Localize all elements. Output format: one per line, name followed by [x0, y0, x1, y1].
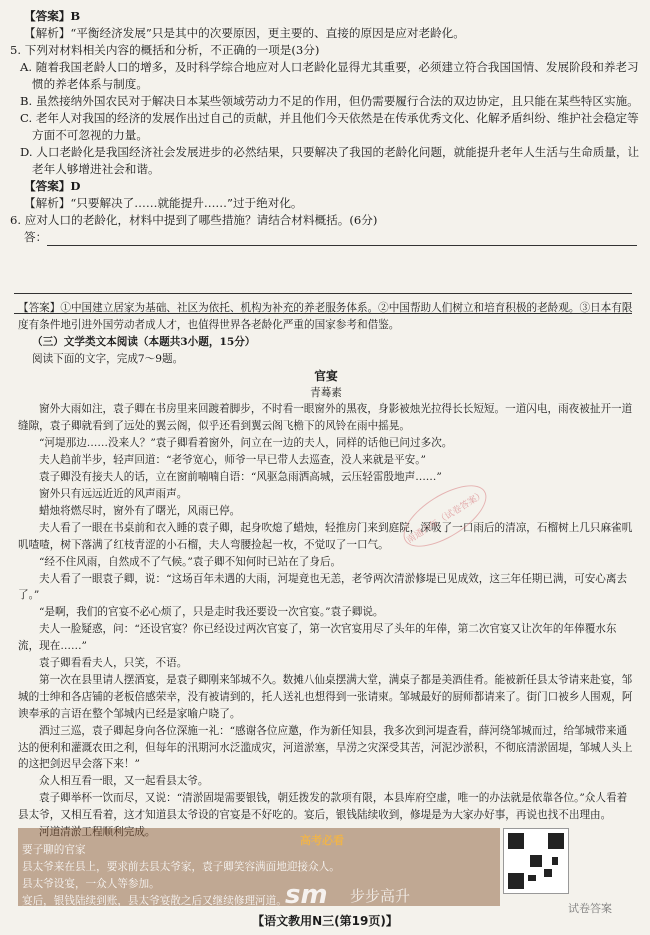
watermark-slogan: 步步高升 [350, 887, 411, 905]
banner-label: 高考必看 [300, 834, 344, 847]
story-paragraph: “河堤那边……没来人？”袁子卿看着窗外，问立在一边的夫人，同样的话他已问过多次。 [39, 437, 453, 450]
red-stamp: 南通六年（试卷答案） [394, 473, 496, 558]
story-paragraph: 夫人一脸疑惑，问：“还设官宴？你已经设过两次官宴了，第一次官宴用尽了头年的年俸，第二次官宴又让次年的年俸覆水东流，现在……” [18, 623, 617, 653]
story-paragraph: 袁子卿没有接夫人的话，立在窗前喃喃自语：“风驱急雨洒高城，云压轻雷殷地声……” [39, 471, 442, 484]
answer-q6: 【答案】①中国建立居家为基础、社区为依托、机构为补充的养老服务体系。②中国帮助人们树立和培育积极的老龄观。③日本有限度有条件地引进外国劳动者成人才，也值得世界各老龄化严重的国家参考和借鉴。 [18, 302, 633, 331]
story-paragraph: “是啊，我们的官宴不必心烦了，只是走时我还要设一次官宴。”袁子卿说。 [39, 606, 384, 619]
story-paragraph: 袁子卿举杯一饮而尽，又说：“清淤固堤需要银钱，朝廷拨发的款项有限，本县库府空虚，唯一的办法就是依靠各位。”众人看着县太爷，又相互看着，这才知道县太爷设的官宴是不好吃的。宴后，银钱陆续收到，修堤是为大家办好事，再说也找不出理由。 [18, 792, 628, 822]
story-paragraph: 河道清淤工程顺利完成。 [39, 826, 156, 839]
divider-top [14, 293, 632, 294]
overlay-line: 宴后，银钱陆续到账，县太爷宴散之后又继续修理河道。 [22, 895, 287, 907]
overlay-line: 县太爷设宴，一众人等参加。 [22, 878, 160, 890]
option-5b: B. 虽然接纳外国农民对于解决日本某些领域劳动力不足的作用，但仍需要履行合法的双边协定，且只能在某些特区实施。 [20, 94, 639, 108]
section-heading: （三）文学类文本阅读（本题共3小题，15分） [32, 335, 256, 348]
answer-blank [47, 233, 637, 246]
story-paragraph: 第一次在县里请人摆酒宴，是袁子卿刚来邹城不久。数摊八仙桌摆满大堂，满桌子都是美酒佳肴。能被新任县太爷请来赴宴，邹城的士绅和各店铺的老板倍感荣幸，没有被请到的，托人送礼也想得到一张请柬。邹城最好的厨师都请来了。街门口被乡人围观，阿谀奉承的言语在整个邹城内已经是家喻户晓了。 [18, 673, 633, 720]
analysis-q5: 【解析】“只要解决了……就能提升……”过于绝对化。 [24, 196, 303, 210]
story-title: 官宴 [314, 368, 338, 383]
page-footer: 【语文教用N三(第19页)】 [252, 914, 398, 928]
qr-label: 试卷答案 [568, 902, 612, 915]
story-paragraph: 酒过三巡，袁子卿起身向各位深施一礼：“感谢各位应邀，作为新任知县，我多次到河堤查看，薛河绕邹城而过，给邹城带来通达的便利和灌溉农田之利，但每年的汛期河水泛滥成灾，河道淤塞，旱涝之灾深受其苦，河泥沙淤积，不彻底清淤固堤，邹城人头上的这把剑迟早会落下来！” [18, 724, 633, 771]
answer-q4: 【答案】B [24, 9, 81, 23]
story-paragraph: “经不住风雨，自然成不了气候。”袁子卿不知何时已站在了身后。 [39, 555, 342, 568]
answer-q5: 【答案】D [24, 179, 81, 193]
story-author: 青蓦素 [310, 386, 342, 399]
instruction: 阅读下面的文字，完成7～9题。 [32, 352, 184, 365]
question-6: 6. 应对人口的老龄化，材料中提到了哪些措施？请结合材料概括。(6分) [10, 213, 378, 227]
story-paragraph: 窗外只有远远近近的风声雨声。 [39, 487, 188, 500]
overlay-line: 要子聊的官家 [22, 844, 86, 856]
option-5c: C. 老年人对我国的经济的发展作出过自己的贡献，并且他们今天依然是在传承优秀文化、化解矛盾纠纷、维护社会稳定等方面不可忽视的力量。 [20, 111, 639, 142]
bottom-section [18, 300, 634, 841]
analysis-q4: 【解析】“平衡经济发展”只是其中的次要原因，更主要的、直接的原因是应对老龄化。 [24, 26, 465, 40]
question-5: 5. 下列对材料相关内容的概括和分析，不正确的一项是(3分) [10, 43, 320, 57]
story-paragraph: 蜡烛将燃尽时，窗外有了曙光，风雨已停。 [39, 504, 241, 517]
story-paragraph: 夫人看了一眼在书桌前和衣入睡的袁子卿，起身吹熄了蜡烛，轻推房门来到庭院，深吸了一口雨后的清凉，石榴树上几只麻雀叽叽喳喳，树下落满了红枝青涩的小石榴，夫人弯腰捡起一枚，不觉叹了一口气。 [18, 521, 633, 551]
qr-code-icon[interactable] [503, 828, 569, 894]
watermark-logo: sm [285, 880, 328, 910]
story-paragraph: 窗外大雨如注，袁子卿在书房里来回踱着脚步，不时看一眼窗外的黑夜，身影被烛光拉得长长短短。一道闪电，雨夜被扯开一道缝隙，袁子卿就看到了远处的翼云阁，似乎还看到翼云阁飞檐下的风铃在雨中摇晃。 [18, 403, 633, 433]
answer-line [10, 229, 640, 246]
story-paragraph: 众人相互看一眼，又一起看县太爷。 [39, 775, 209, 788]
story-paragraph: 夫人趋前半步，轻声回道：“老爷宽心，师爷一早已带人去巡查，没人来就是平安。” [39, 454, 426, 467]
option-5a: A. 随着我国老龄人口的增多，及时科学综合地应对人口老龄化显得尤其重要，必须建立符合我国国情、发展阶段和养老习惯的养老体系与制度。 [20, 60, 639, 91]
top-section [10, 8, 640, 246]
answer-label: 答： [24, 230, 48, 244]
overlay-line: 县太爷来在县上，要求前去县太爷家，袁子卿笑容满面地迎接众人。 [22, 861, 340, 873]
story-paragraph: 夫人看了一眼袁子卿，说：“这场百年未遇的大雨，河堤竟也无恙，老爷两次清淤修堤已见成效，这三年任期已满，可安心离去了。” [18, 572, 628, 602]
story-paragraph: 袁子卿看看夫人，只笑，不语。 [39, 657, 188, 670]
option-5d: D. 人口老龄化是我国经济社会发展进步的必然结果，只要解决了我国的老龄化问题，就能提升老年人生活与生命质量，让老年人够增进社会和谐。 [20, 145, 640, 176]
